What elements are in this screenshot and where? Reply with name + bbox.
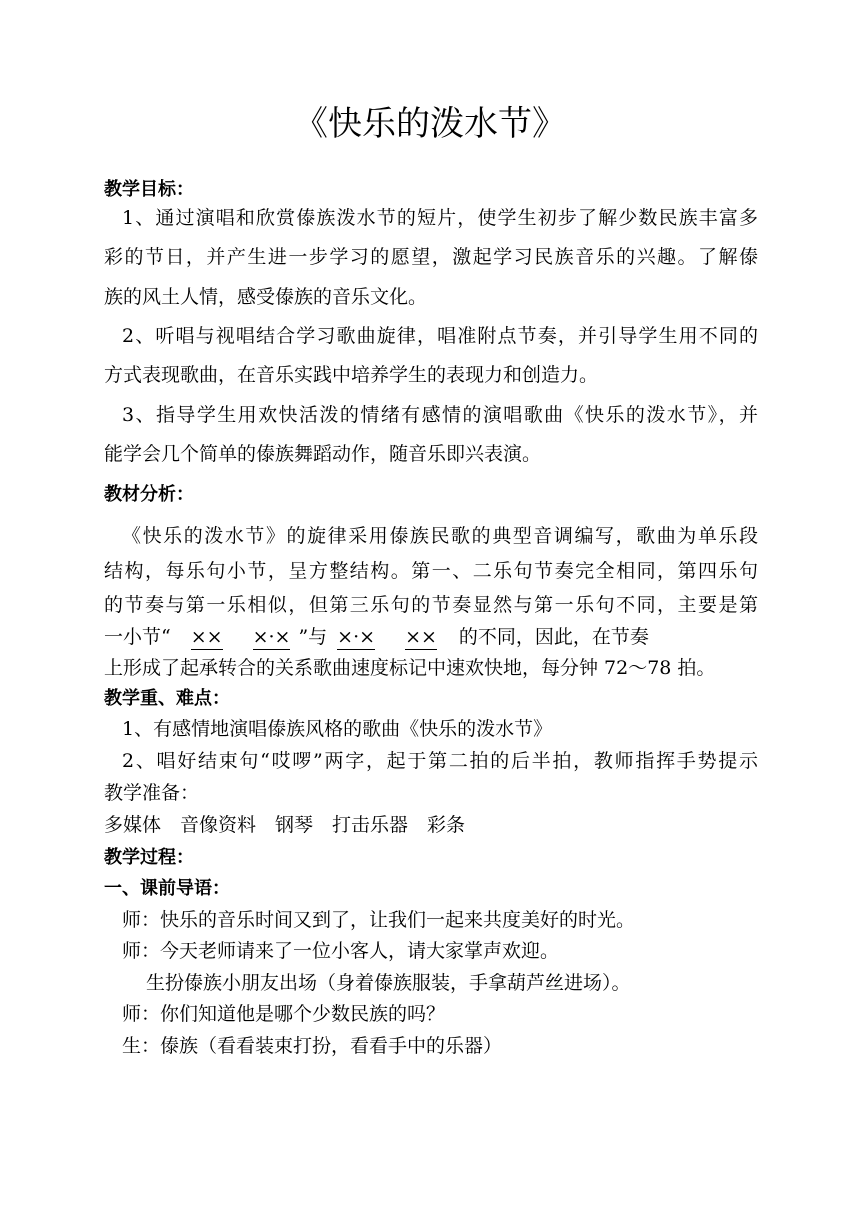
preparation-items: 多媒体 音像资料 钢琴 打击乐器 彩条 (104, 814, 466, 836)
dialogue-line-5: 生：傣族（看看装束打扮，看看手中的乐器） (122, 1035, 503, 1057)
analysis-line-5: 上形成了起承转合的关系歌曲速度标记中速欢快地，每分钟 72～78 拍。 (104, 657, 716, 679)
key-points-heading: 教学重、难点： (104, 688, 230, 709)
goal-3-line-1: 3、指导学生用欢快活泼的情绪有感情的演唱歌曲《快乐的泼水节》，并 (122, 404, 758, 426)
goal-2-line-1: 2、听唱与视唱结合学习歌曲旋律，唱准附点节奏，并引导学生用不同的 (122, 325, 758, 347)
analysis-line-1: 《快乐的泼水节》的旋律采用傣族民歌的典型音调编写，歌曲为单乐段 (122, 525, 758, 547)
preparation-heading: 教学准备： (104, 782, 200, 804)
goals-heading: 教学目标： (104, 179, 194, 200)
analysis-heading: 教材分析： (104, 484, 194, 505)
dialogue-line-4: 师：你们知道他是哪个少数民族的吗？ (122, 1003, 446, 1025)
document-title: 《快乐的泼水节》 (294, 104, 566, 144)
goal-1-line-2: 彩的节日，并产生进一步学习的愿望，激起学习民族音乐的兴趣。了解傣 (104, 246, 758, 268)
analysis-line-4-mid: ”与 (298, 626, 328, 648)
goal-3-line-2: 能学会几个简单的傣族舞蹈动作，随音乐即兴表演。 (104, 443, 542, 465)
dialogue-line-3: 生扮傣族小朋友出场（身着傣族服装，手拿葫芦丝进场）。 (146, 972, 631, 994)
section-1-heading: 一、课前导语： (104, 878, 230, 899)
analysis-line-2: 结构，每乐句小节，呈方整结构。第一、二乐句节奏完全相同，第四乐句 (104, 560, 758, 582)
process-heading: 教学过程： (104, 847, 194, 868)
goal-1-line-3: 族的风土人情，感受傣族的音乐文化。 (104, 286, 428, 308)
rhythm-pattern-3: ×·× (337, 626, 376, 648)
rhythm-pattern-2: ×·× (252, 626, 291, 648)
dialogue-line-2: 师：今天老师请来了一位小客人，请大家掌声欢迎。 (122, 940, 560, 962)
analysis-line-4 (104, 623, 758, 651)
rhythm-pattern-4: ×× (405, 626, 437, 648)
analysis-line-3: 的节奏与第一乐相似，但第三乐句的节奏显然与第一乐句不同，主要是第 (104, 594, 758, 616)
goal-2-line-2: 方式表现歌曲，在音乐实践中培养学生的表现力和创造力。 (104, 364, 599, 386)
analysis-line-4-start: 一小节“ (104, 626, 171, 648)
key-point-2: 2、唱好结束句“哎啰”两字，起于第二拍的后半拍，教师指挥手势提示 (122, 750, 758, 772)
analysis-line-4-end: 的不同，因此，在节奏 (458, 626, 649, 648)
key-point-1: 1、有感情地演唱傣族风格的歌曲《快乐的泼水节》 (122, 718, 553, 740)
dialogue-line-1: 师：快乐的音乐时间又到了，让我们一起来共度美好的时光。 (122, 909, 636, 931)
rhythm-pattern-1: ×× (190, 626, 223, 648)
goal-1-line-1: 1、通过演唱和欣赏傣族泼水节的短片，使学生初步了解少数民族丰富多 (122, 207, 758, 229)
